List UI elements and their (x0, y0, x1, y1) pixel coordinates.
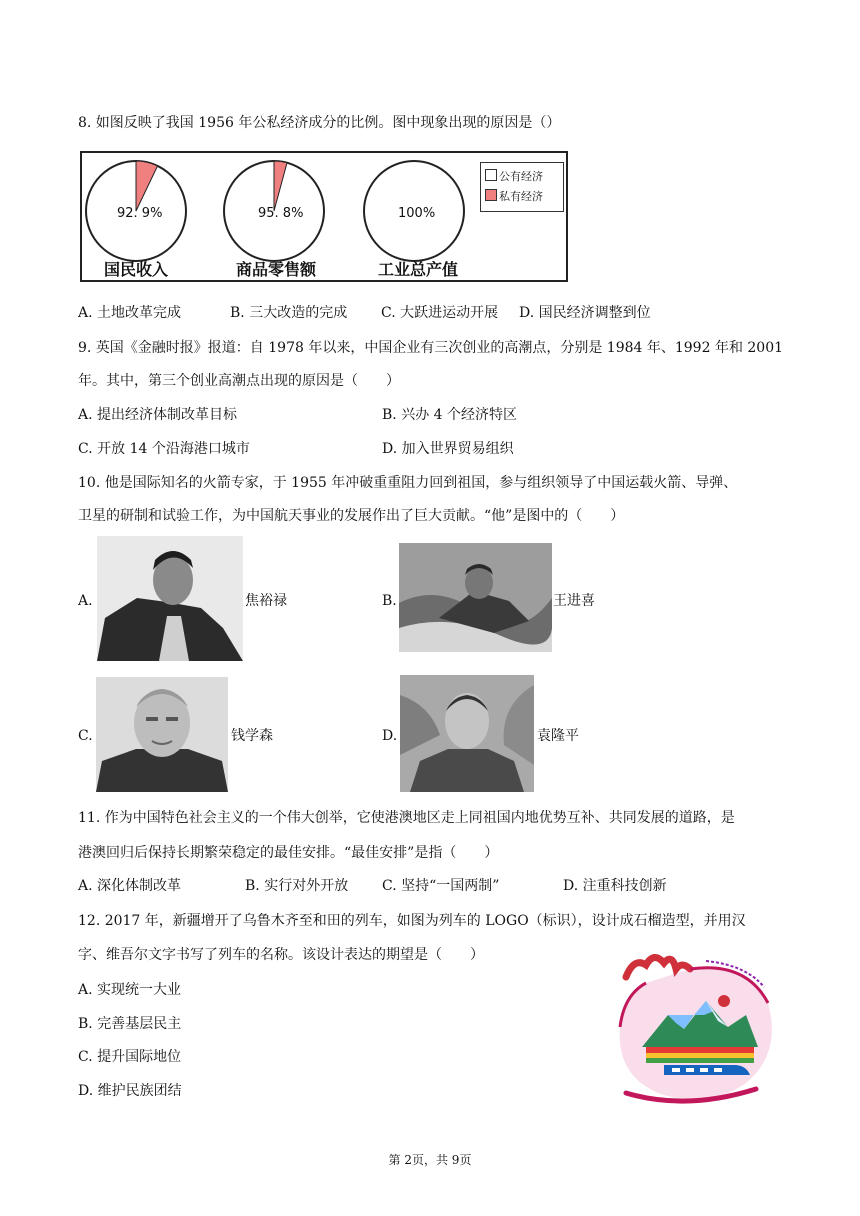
legend-swatch (485, 189, 497, 201)
portrait-photo-a (97, 536, 243, 661)
q10-option-d-letter: D. (382, 728, 398, 744)
q11-option-c: C. 坚持“一国两制” (382, 878, 500, 894)
portrait-photo-b (399, 543, 552, 652)
q8-option-a: A. 土地改革完成 (78, 305, 182, 321)
legend-item-private (485, 189, 543, 204)
portrait-photo-c (96, 677, 228, 792)
q12-option-d: D. 维护民族团结 (78, 1083, 182, 1099)
q12-option-b: B. 完善基层民主 (78, 1016, 182, 1032)
q10-option-c-letter: C. (78, 728, 93, 744)
pie-value-label: 100% (398, 206, 436, 221)
q10-option-c-name: 钱学森 (231, 728, 273, 744)
pie-category-label: 商品零售额 (236, 260, 317, 279)
pie-value-label: 95. 8% (258, 206, 304, 221)
q12-option-a: A. 实现统一大业 (78, 982, 182, 998)
legend-item-public (485, 169, 543, 184)
q8-option-c: C. 大跃进运动开展 (381, 305, 499, 321)
q11-stem-line2: 港澳回归后保持长期繁荣稳定的最佳安排。“最佳安排”是指（ ） (78, 845, 499, 861)
q10-option-a-name: 焦裕禄 (245, 593, 287, 609)
pie-value-label: 92. 9% (117, 206, 163, 221)
q8-option-d: D. 国民经济调整到位 (519, 305, 651, 321)
q11-option-d: D. 注重科技创新 (563, 878, 667, 894)
q11-option-a: A. 深化体制改革 (78, 878, 182, 894)
pie-category-label: 工业总产值 (378, 260, 459, 279)
q12-stem-line2: 字、维吾尔文字书写了列车的名称。该设计表达的期望是（ ） (78, 947, 484, 963)
q10-option-d-name: 袁隆平 (537, 728, 579, 744)
q12-stem-line1: 12. 2017 年，新疆增开了乌鲁木齐至和田的列车，如图为列车的 LOGO（标识），设计成石榴造型，并用汉 (78, 913, 746, 929)
q9-option-d: D. 加入世界贸易组织 (382, 441, 514, 457)
chart-legend (480, 162, 564, 212)
q10-stem-line2: 卫星的研制和试验工作，为中国航天事业的发展作出了巨大贡献。“他”是图中的（ ） (78, 508, 625, 524)
page-footer: 第 2页，共 9页 (388, 1153, 472, 1167)
q8-stem: 8. 如图反映了我国 1956 年公私经济成分的比例。图中现象出现的原因是（） (78, 115, 561, 131)
q11-option-b: B. 实行对外开放 (245, 878, 349, 894)
q8-option-b: B. 三大改造的完成 (230, 305, 348, 321)
q9-stem-line2: 年。其中，第三个创业高潮点出现的原因是（ ） (78, 373, 400, 389)
legend-label: 公有经济 (499, 170, 543, 183)
q9-option-b: B. 兴办 4 个经济特区 (382, 407, 517, 423)
q9-option-c: C. 开放 14 个沿海港口城市 (78, 441, 250, 457)
portrait-photo-d (400, 675, 534, 792)
q10-option-b-letter: B. (382, 593, 397, 609)
q11-stem-line1: 11. 作为中国特色社会主义的一个伟大创举，它使港澳地区走上同祖国内地优势互补、共同发展的道路，是 (78, 810, 735, 826)
q10-option-b-name: 王进喜 (553, 593, 595, 609)
legend-swatch (485, 169, 497, 181)
pie-category-label: 国民收入 (104, 260, 169, 279)
train-logo (606, 943, 780, 1111)
q9-option-a: A. 提出经济体制改革目标 (78, 407, 238, 423)
legend-label: 私有经济 (499, 190, 543, 203)
q9-stem-line1: 9. 英国《金融时报》报道：自 1978 年以来，中国企业有三次创业的高潮点，分别是 1984 年、1992 年和 2001 (78, 340, 784, 356)
q12-option-c: C. 提升国际地位 (78, 1049, 182, 1065)
q10-stem-line1: 10. 他是国际知名的火箭专家，于 1955 年冲破重重阻力回到祖国，参与组织领导了中国运载火箭、导弹、 (78, 475, 738, 491)
q10-option-a-letter: A. (78, 593, 93, 609)
